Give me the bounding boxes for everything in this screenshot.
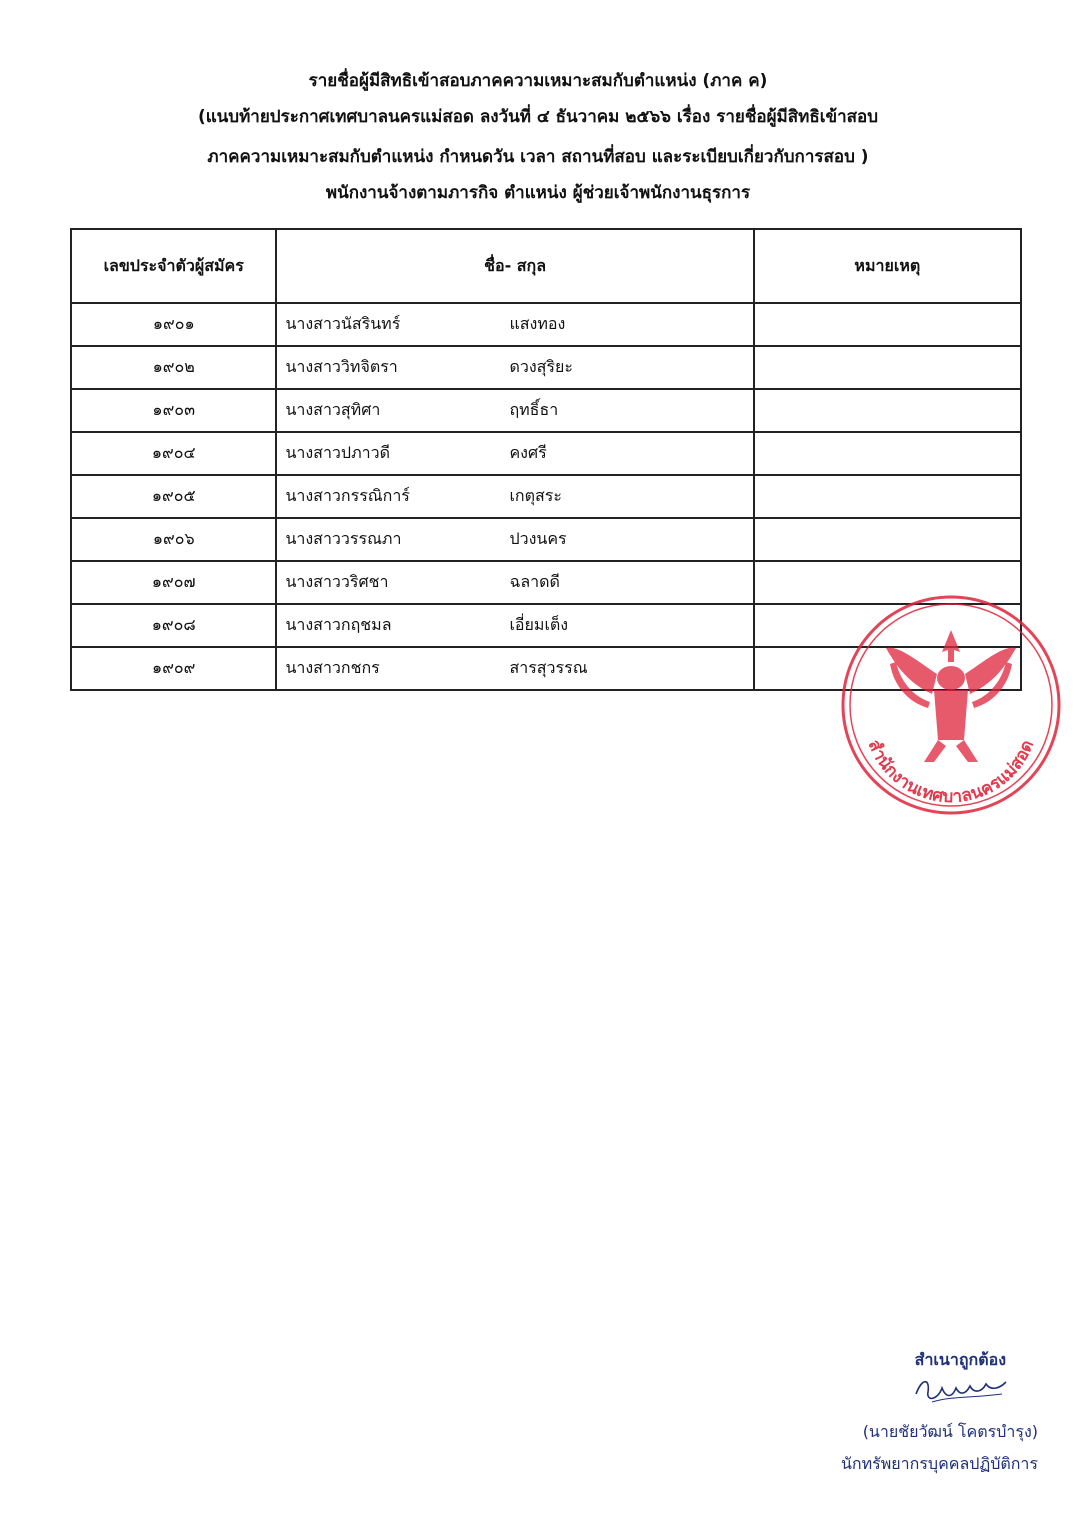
last-name: แสงทอง [509, 314, 566, 333]
first-name: นางสาวนัสรินทร์ [285, 314, 401, 333]
certified-copy-label: สำเนาถูกต้อง [914, 1350, 1006, 1369]
document-subtitle-line1: (แนบท้ายประกาศเทศบาลนครแม่สอด ลงวันที่ ๔ ธันวาคม ๒๕๖๖ เรื่อง รายชื่อผู้มีสิทธิเข้าสอบ [197, 107, 879, 127]
applicant-id: ๑๙๐๕ [71, 475, 276, 518]
last-name: คงศรี [509, 443, 547, 462]
first-name: นางสาววริศชา [285, 572, 389, 591]
first-name: นางสาวกรรณิการ์ [285, 486, 410, 505]
table-row [71, 432, 1021, 475]
table-row [71, 518, 1021, 561]
first-name: นางสาวสุทิศา [285, 400, 381, 419]
applicant-id: ๑๙๐๓ [71, 389, 276, 432]
last-name: เอี่ยมเต็ง [509, 615, 569, 634]
last-name: ปวงนคร [509, 529, 567, 548]
svg-text:สำนักงานเทศบาลนครแม่สอด [864, 737, 1039, 807]
table-row [71, 475, 1021, 518]
signer-name: (นายชัยวัฒน์ โคตรบำรุง) [862, 1422, 1038, 1441]
last-name: สารสุวรรณ [509, 658, 588, 677]
applicant-id: ๑๙๐๒ [71, 346, 276, 389]
applicant-id: ๑๙๐๗ [71, 561, 276, 604]
last-name: ฤทธิ์ธา [509, 400, 559, 419]
first-name: นางสาวกฤชมล [285, 615, 392, 634]
applicant-id: ๑๙๐๑ [71, 303, 276, 346]
last-name: เกตุสระ [509, 486, 562, 505]
header-applicant-id: เลขประจำตัวผู้สมัคร [71, 229, 276, 303]
signature-icon [912, 1372, 1012, 1406]
remark [754, 389, 1021, 432]
document-title: รายชื่อผู้มีสิทธิเข้าสอบภาคความเหมาะสมกับตำแหน่ง (ภาค ค) [308, 71, 768, 91]
first-name: นางสาววิทจิตรา [285, 357, 398, 376]
document-subtitle-line2: ภาคความเหมาะสมกับตำแหน่ง กำหนดวัน เวลา สถานที่สอบ และระเบียบเกี่ยวกับการสอบ ) [207, 147, 869, 167]
signer-position: นักทรัพยากรบุคคลปฏิบัติการ [840, 1454, 1038, 1473]
applicant-id: ๑๙๐๖ [71, 518, 276, 561]
garuda-seal-icon [836, 590, 1066, 820]
table-row [71, 389, 1021, 432]
applicant-id: ๑๙๐๙ [71, 647, 276, 690]
remark [754, 303, 1021, 346]
header-full-name: ชื่อ- สกุล [276, 229, 753, 303]
table-row [71, 303, 1021, 346]
first-name: นางสาวกชกร [285, 658, 380, 677]
table-row [71, 346, 1021, 389]
remark [754, 346, 1021, 389]
position-title: พนักงานจ้างตามภารกิจ ตำแหน่ง ผู้ช่วยเจ้าพนักงานธุรการ [325, 183, 751, 203]
last-name: ฉลาดดี [509, 572, 560, 591]
remark [754, 475, 1021, 518]
first-name: นางสาววรรณภา [285, 529, 402, 548]
applicant-id: ๑๙๐๘ [71, 604, 276, 647]
seal-text: สำนักงานเทศบาลนครแม่สอด [863, 736, 1039, 808]
applicant-id: ๑๙๐๔ [71, 432, 276, 475]
remark [754, 518, 1021, 561]
first-name: นางสาวปภาวดี [285, 443, 390, 462]
last-name: ดวงสุริยะ [509, 357, 573, 376]
remark [754, 432, 1021, 475]
header-remarks: หมายเหตุ [754, 229, 1021, 303]
table-header-row [71, 229, 1021, 303]
